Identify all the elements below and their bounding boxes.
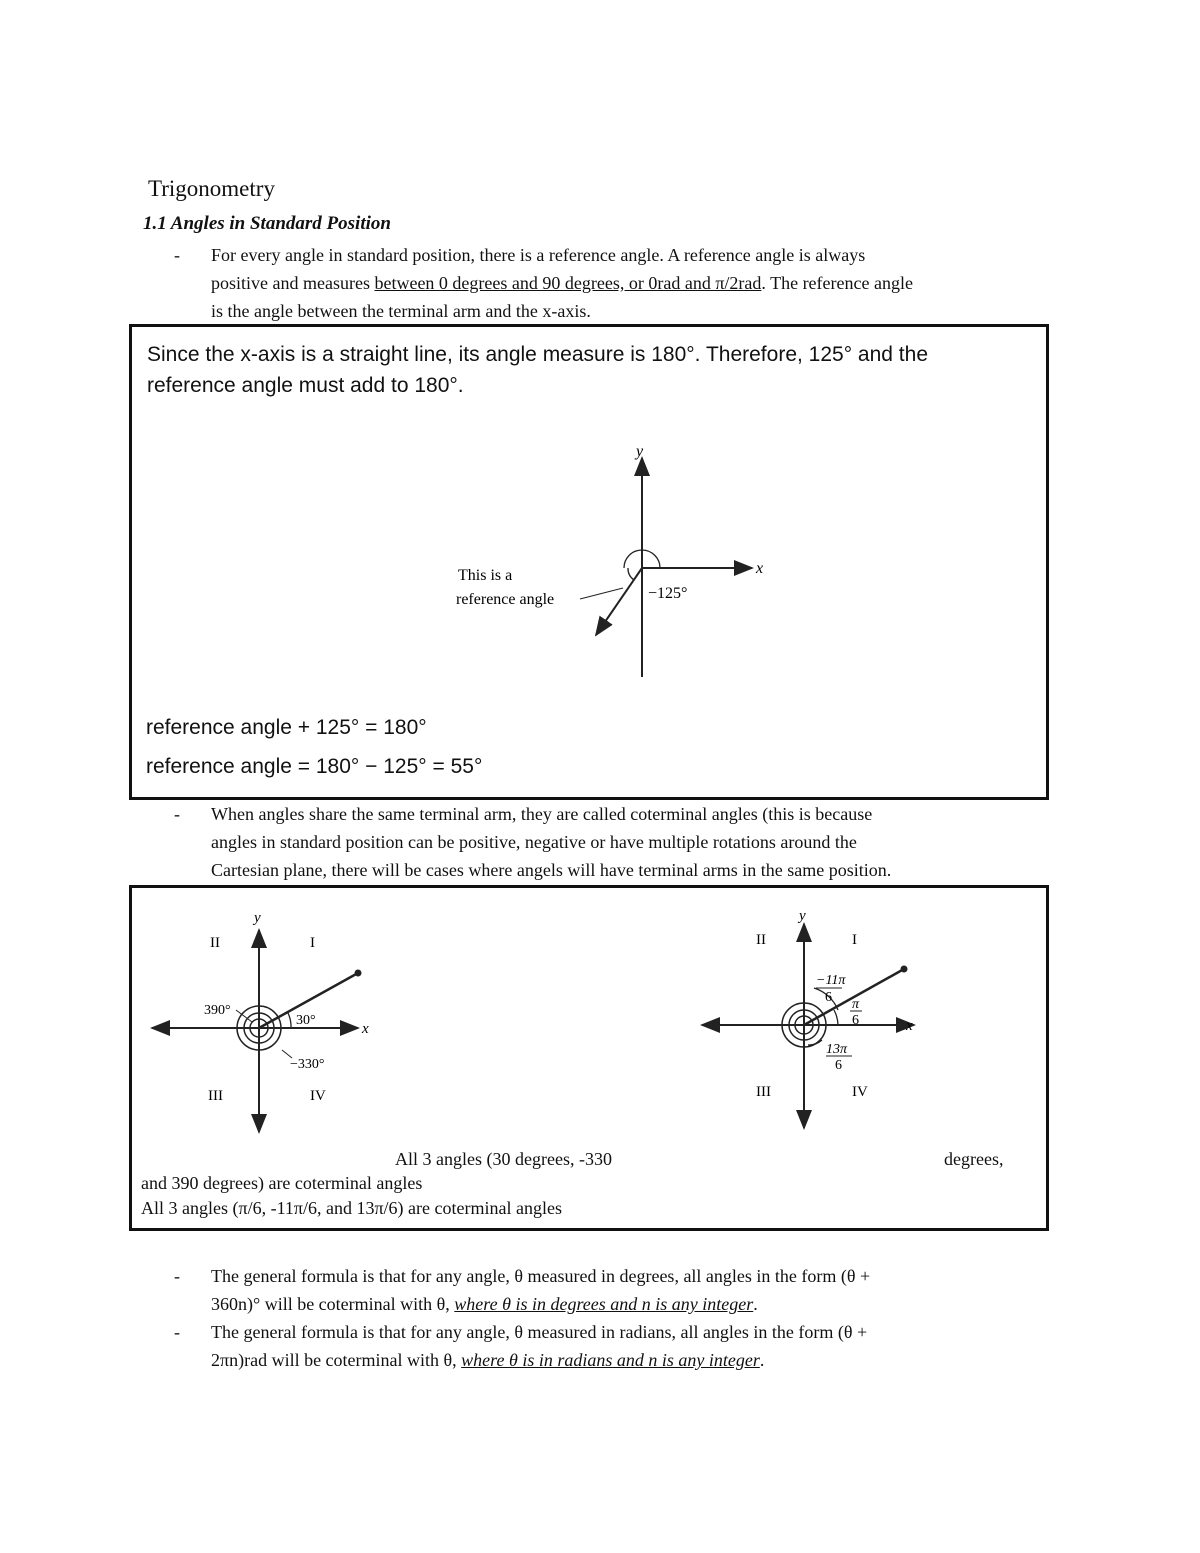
fraction-denominator: 6 bbox=[825, 990, 832, 1005]
example-text-line: Since the x-axis is a straight line, its angle measure is 180°. Therefore, 125° and the bbox=[147, 343, 928, 366]
caption-text: All 3 angles (30 degrees, -330 bbox=[395, 1149, 612, 1169]
angle-arc bbox=[834, 1010, 838, 1025]
emphasized-text: where θ is in degrees and n is any integer bbox=[454, 1294, 754, 1314]
angle-label-neg330: −330° bbox=[290, 1057, 325, 1072]
bullet-line: The general formula is that for any angle, θ measured in radians, all angles in the form (θ + bbox=[211, 1322, 868, 1342]
bullet-line: When angles share the same terminal arm, they are called coterminal angles (this is because bbox=[211, 804, 873, 824]
text-run: . bbox=[753, 1294, 758, 1314]
fraction-denominator: 6 bbox=[835, 1058, 842, 1073]
terminal-arm bbox=[596, 568, 642, 635]
bullet-degrees-formula bbox=[0, 1262, 1200, 1322]
callout-text: reference angle bbox=[456, 591, 555, 608]
angle-label-30: 30° bbox=[296, 1013, 316, 1028]
bullet-line bbox=[211, 1346, 1061, 1374]
text-run: . The reference angle bbox=[761, 273, 913, 293]
y-axis-label: y bbox=[636, 443, 644, 460]
y-axis-label: y bbox=[799, 908, 806, 924]
reference-arc bbox=[628, 568, 634, 580]
y-axis-label: y bbox=[254, 910, 261, 926]
bullet-dash: - bbox=[174, 804, 180, 824]
quadrant-label: I bbox=[852, 932, 857, 948]
fraction-numerator: 13π bbox=[826, 1042, 848, 1057]
quadrant-label: IV bbox=[310, 1088, 326, 1104]
quadrant-label: III bbox=[208, 1088, 223, 1104]
x-axis-label: x bbox=[756, 560, 764, 577]
emphasized-text: where θ is in radians and n is any integer bbox=[461, 1350, 760, 1370]
equation-line: reference angle = 180° − 125° = 55° bbox=[146, 755, 483, 778]
fraction-numerator: −11π bbox=[816, 973, 846, 988]
bullet-line: Cartesian plane, there will be cases where angels will have terminal arms in the same position. bbox=[211, 860, 892, 880]
fraction-numerator: π bbox=[852, 997, 860, 1012]
x-axis-label: x bbox=[906, 1018, 913, 1034]
terminal-point bbox=[355, 970, 362, 977]
coterminal-degrees-diagram bbox=[140, 900, 400, 1140]
caption-text: and 390 degrees) are coterminal angles bbox=[141, 1173, 423, 1193]
quadrant-label: II bbox=[210, 935, 220, 951]
angle-label: −125° bbox=[648, 585, 688, 602]
bullet-line bbox=[211, 269, 1061, 297]
quadrant-label: IV bbox=[852, 1084, 868, 1100]
bullet-radians-formula bbox=[0, 1318, 1200, 1378]
bullet-line: is the angle between the terminal arm and the x-axis. bbox=[211, 301, 591, 321]
angle-label-390: 390° bbox=[204, 1003, 231, 1018]
text-run: 2πn)rad will be coterminal with θ, bbox=[211, 1350, 462, 1370]
terminal-point bbox=[901, 966, 908, 973]
angle-arc bbox=[288, 1013, 291, 1028]
bullet-dash: - bbox=[174, 1322, 180, 1342]
bullet-coterminal-definition bbox=[0, 800, 1200, 890]
quadrant-label: III bbox=[756, 1084, 771, 1100]
text-run: . bbox=[759, 1350, 765, 1370]
bullet-line bbox=[211, 1290, 1061, 1318]
underlined-text: between 0 degrees and 90 degrees, or 0rad and π/2rad bbox=[374, 273, 762, 293]
section-heading: 1.1 Angles in Standard Position bbox=[143, 213, 391, 234]
coterminal-radians-diagram bbox=[690, 900, 950, 1140]
callout-leader bbox=[580, 588, 623, 599]
example-text-line: reference angle must add to 180°. bbox=[147, 374, 464, 397]
quadrant-label: I bbox=[310, 935, 315, 951]
quadrant-label: II bbox=[756, 932, 766, 948]
equation-line: reference angle + 125° = 180° bbox=[146, 716, 427, 739]
reference-angle-diagram bbox=[440, 440, 780, 685]
text-run: positive and measures bbox=[211, 273, 375, 293]
bullet-line: angles in standard position can be positive, negative or have multiple rotations around the bbox=[211, 832, 857, 852]
caption-text: degrees, bbox=[944, 1149, 1004, 1169]
bullet-line: The general formula is that for any angle, θ measured in degrees, all angles in the form (θ + bbox=[211, 1266, 871, 1286]
bullet-dash: - bbox=[174, 1266, 180, 1286]
text-run: 360n)° will be coterminal with θ, bbox=[211, 1294, 455, 1314]
bullet-reference-angle bbox=[0, 241, 1200, 331]
bullet-line: For every angle in standard position, there is a reference angle. A reference angle is always bbox=[211, 245, 866, 265]
bullet-dash: - bbox=[174, 245, 180, 265]
x-axis-label: x bbox=[362, 1021, 369, 1037]
page-title: Trigonometry bbox=[148, 176, 275, 201]
fraction-denominator: 6 bbox=[852, 1013, 859, 1028]
callout-text: This is a bbox=[458, 567, 513, 584]
caption-text: All 3 angles (π/6, -11π/6, and 13π/6) are coterminal angles bbox=[141, 1198, 562, 1218]
